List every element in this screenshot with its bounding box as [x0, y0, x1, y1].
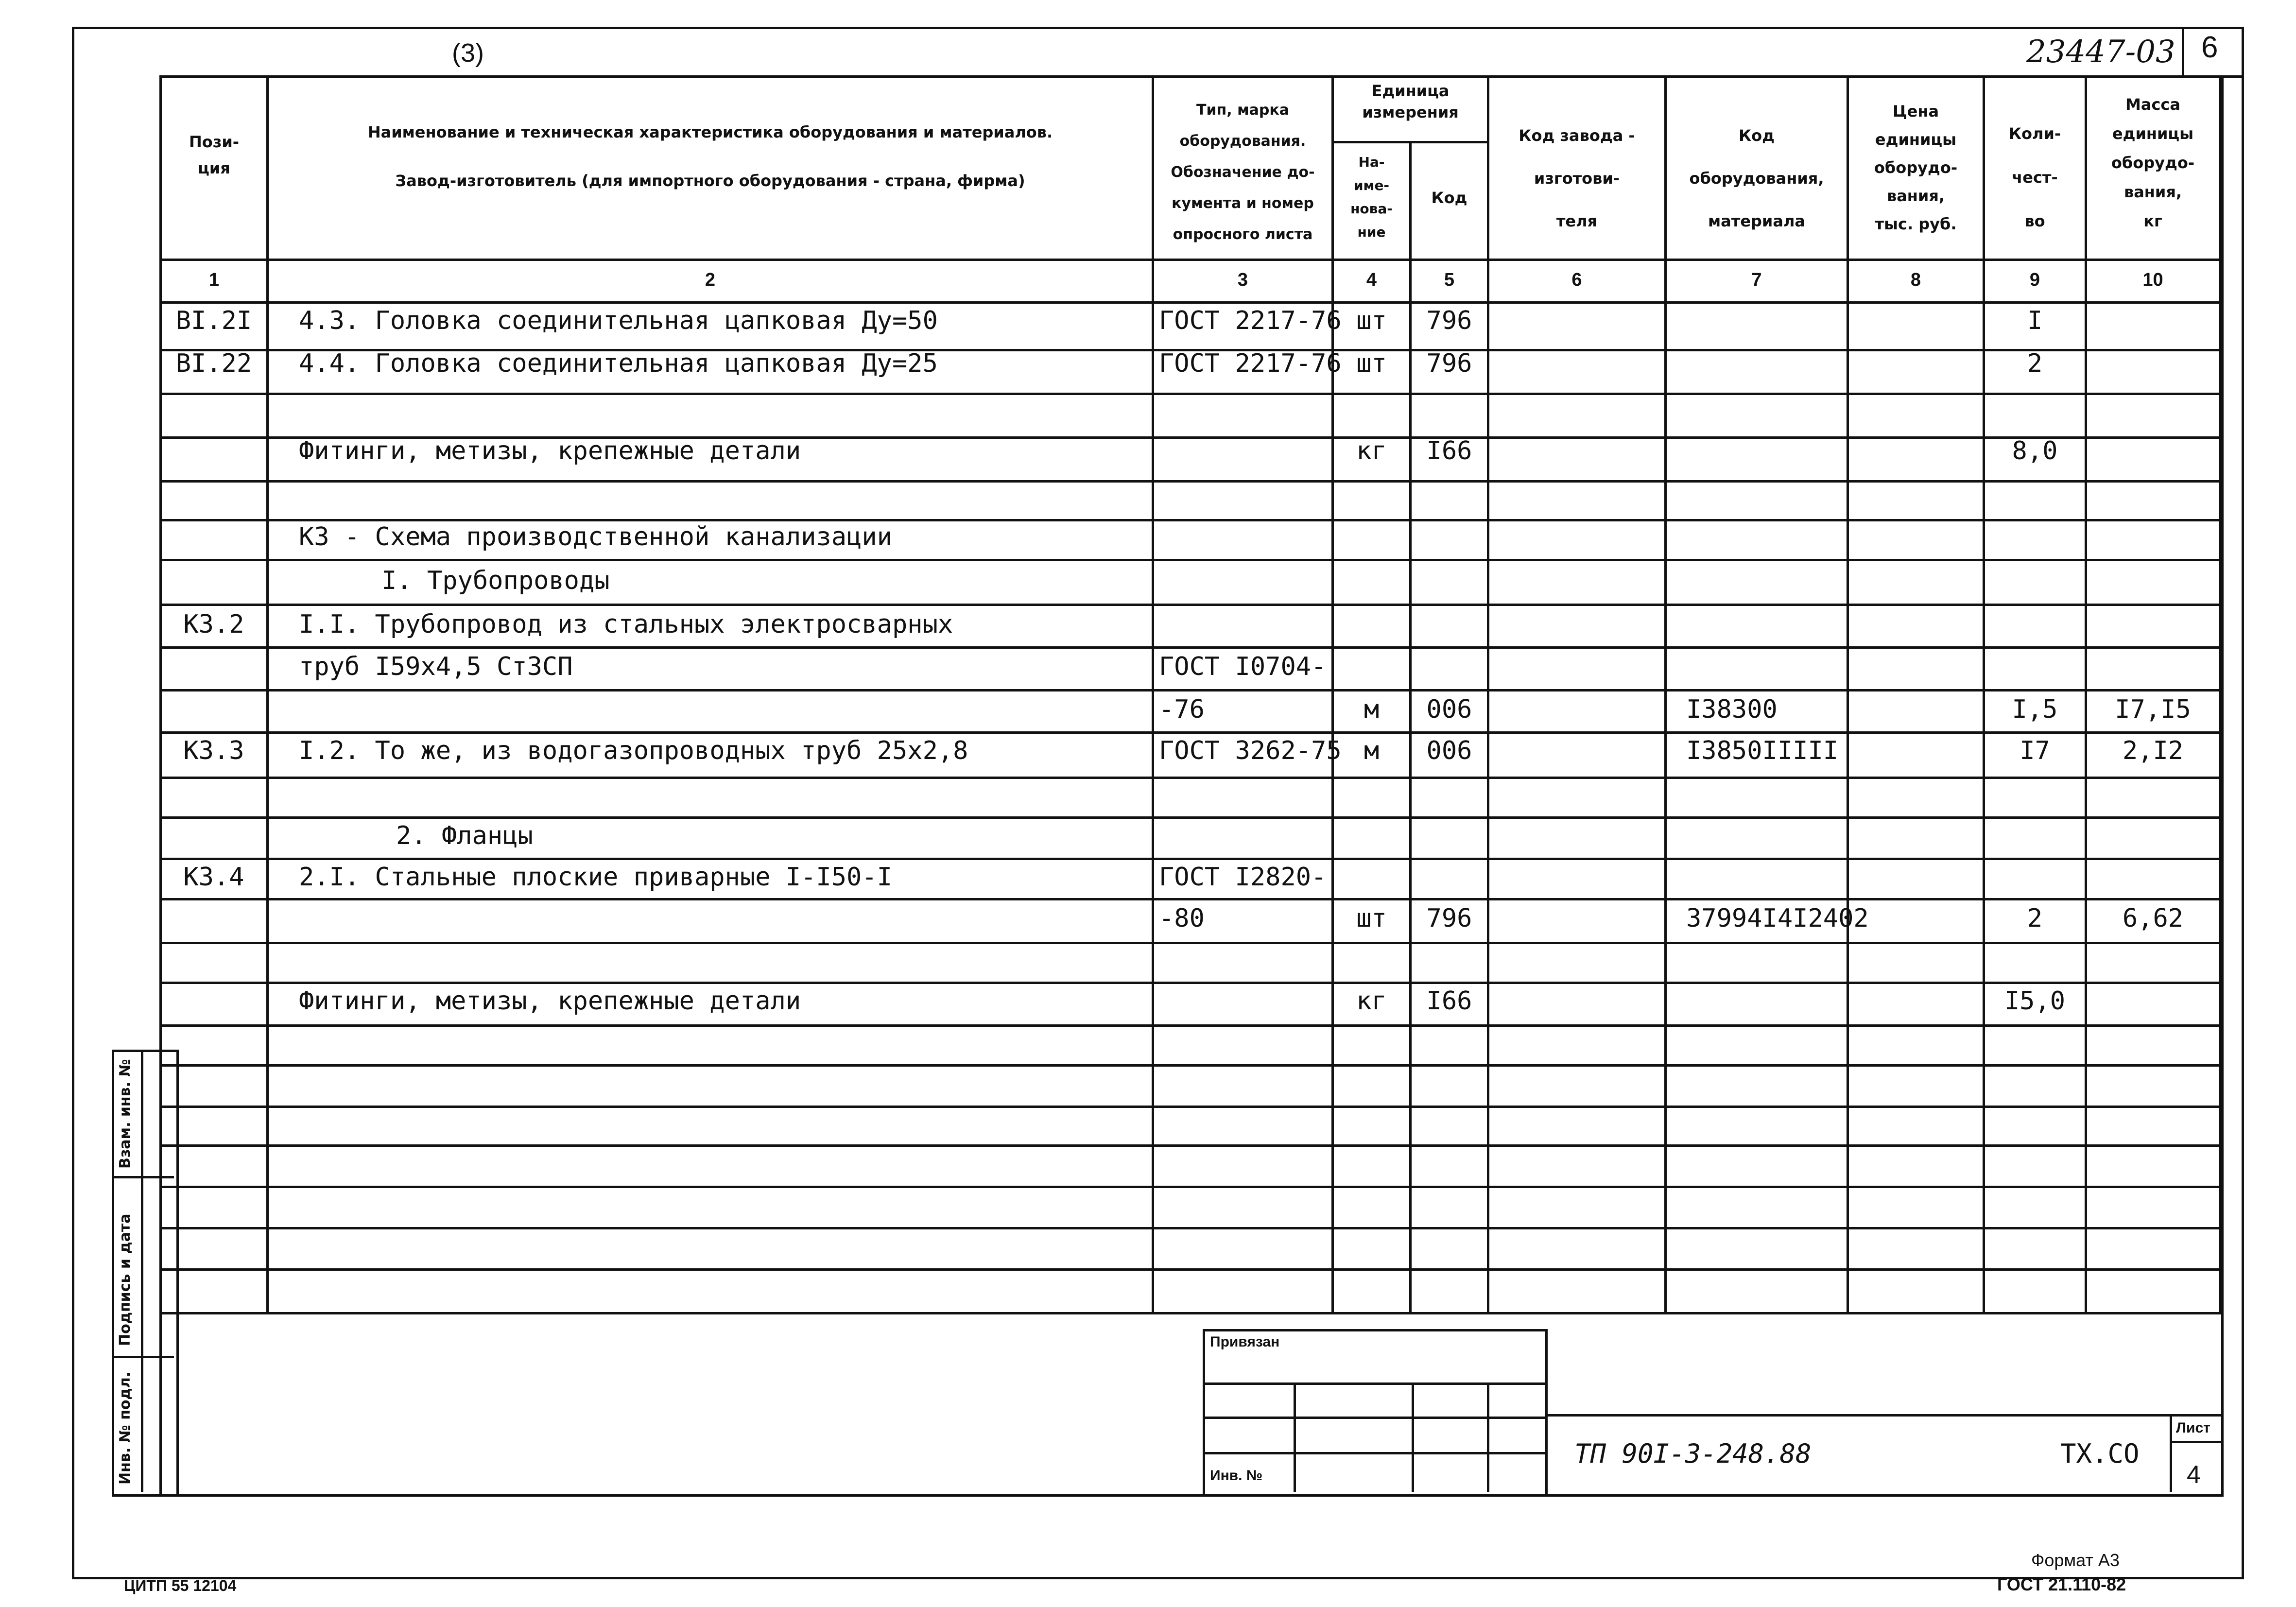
header-quantity: Коли- чест- во — [2008, 124, 2061, 230]
project-code: ТП 90I-3-248.88 — [1574, 1438, 1812, 1469]
cell-unit: кг — [1356, 436, 1387, 466]
cell-position: К3.2 — [183, 610, 244, 639]
cell-unit: шт — [1356, 349, 1387, 378]
inventory-number-label: Инв. № — [1210, 1468, 1263, 1484]
col-number-10: 10 — [2142, 270, 2163, 290]
cell-unit: шт — [1356, 904, 1387, 933]
sheet-value: 4 — [2187, 1461, 2201, 1489]
col-number-5: 5 — [1444, 270, 1455, 290]
cell-document: ГОСТ 3262-75 — [1159, 736, 1342, 765]
cell-unit-code: 796 — [1426, 904, 1472, 933]
side-stamp-signature-date: Подпись и дата — [117, 1213, 134, 1346]
cell-name: 4.4. Головка соединительная цапковая Ду=25 — [299, 349, 938, 378]
cell-unit-code: I66 — [1426, 436, 1472, 466]
col-number-9: 9 — [2029, 270, 2040, 290]
col-number-2: 2 — [705, 270, 716, 290]
cell-name: Фитинги, метизы, крепежные детали — [299, 436, 801, 466]
cell-quantity: 8,0 — [2012, 436, 2058, 466]
cell-unit-code: I66 — [1426, 986, 1472, 1016]
cell-name: I.I. Трубопровод из стальных электросварных — [299, 610, 953, 639]
page-marker: (3) — [452, 38, 484, 68]
header-unit-code: Код — [1431, 189, 1467, 207]
header-type-doc: Тип, марка оборудования. Обозначение до- кумента и номер опросного листа — [1171, 102, 1315, 243]
header-unit-group: Единица измерения — [1362, 82, 1459, 121]
header-position: Пози- ция — [189, 133, 240, 177]
cell-document: -80 — [1159, 904, 1205, 933]
cell-unit: шт — [1356, 306, 1387, 335]
cell-quantity: I7 — [2020, 736, 2050, 765]
cell-mass: I7,I5 — [2115, 695, 2191, 724]
cell-name: труб I59х4,5 Ст3СП — [299, 652, 573, 681]
cell-quantity: I,5 — [2012, 695, 2058, 724]
cell-quantity: I5,0 — [2004, 986, 2066, 1016]
cell-document: ГОСТ 2217-76 — [1159, 349, 1342, 378]
cell-quantity: I — [2027, 306, 2043, 335]
footer-gost: ГОСТ 21.110-82 — [1997, 1574, 2126, 1594]
col-number-7: 7 — [1751, 270, 1762, 290]
cell-unit: м — [1364, 695, 1380, 724]
side-stamp-replacement-inv: Взам. инв. № — [117, 1059, 134, 1169]
cell-document: ГОСТ 2217-76 — [1159, 306, 1342, 335]
header-unit-name: На- име- нова- ние — [1350, 154, 1393, 240]
cell-material-code: I3850IIIII — [1686, 736, 1839, 765]
cell-mass: 6,62 — [2122, 904, 2184, 933]
cell-unit-code: 796 — [1426, 306, 1472, 335]
cell-document: ГОСТ I2820- — [1159, 863, 1327, 892]
side-stamp-original-inv: Инв. № подл. — [117, 1371, 134, 1485]
cell-name: I.2. То же, из водогазопроводных труб 25х2,8 — [299, 736, 968, 765]
col-number-6: 6 — [1571, 270, 1582, 290]
col-number-1: 1 — [208, 270, 220, 290]
sheet-number: 6 — [2201, 31, 2218, 64]
cell-name: К3 - Схема производственной канализации — [299, 522, 892, 552]
cell-unit: кг — [1356, 986, 1387, 1016]
header-name-line2: Завод-изготовитель (для импортного оборудования - страна, фирма) — [395, 172, 1025, 190]
cell-unit: м — [1364, 736, 1380, 765]
header-price: Цена единицы оборудо- вания, тыс. руб. — [1874, 102, 1958, 233]
cell-name: 2. Фланцы — [396, 821, 533, 850]
cell-document: -76 — [1159, 695, 1205, 724]
cell-name: 4.3. Головка соединительная цапковая Ду=50 — [299, 306, 938, 335]
sheet-label: Лист — [2176, 1420, 2210, 1436]
col-number-4: 4 — [1366, 270, 1377, 290]
binding-label: Привязан — [1210, 1334, 1280, 1350]
document-code: 23447-03 — [2026, 34, 2175, 70]
header-name-line1: Наименование и техническая характеристика оборудования и материалов. — [367, 123, 1053, 141]
col-number-8: 8 — [1910, 270, 1921, 290]
footer-format: Формат А3 — [2031, 1550, 2120, 1570]
col-number-3: 3 — [1237, 270, 1248, 290]
footer-left-code: ЦИТП 55 12104 — [124, 1577, 237, 1594]
cell-position: BI.22 — [175, 349, 252, 378]
cell-unit-code: 006 — [1426, 736, 1472, 765]
cell-quantity: 2 — [2027, 904, 2043, 933]
cell-mass: 2,I2 — [2122, 736, 2184, 765]
cell-name: Фитинги, метизы, крепежные детали — [299, 986, 801, 1016]
cell-unit-code: 796 — [1426, 349, 1472, 378]
header-mass: Масса единицы оборудо- вания, кг — [2111, 95, 2195, 230]
cell-document: ГОСТ I0704- — [1159, 652, 1327, 681]
cell-position: BI.2I — [175, 306, 252, 335]
header-material-code: Код оборудования, материала — [1689, 126, 1824, 230]
cell-unit-code: 006 — [1426, 695, 1472, 724]
cell-material-code: 37994I4I2402 — [1686, 904, 1869, 933]
document-mark: ТХ.СО — [2060, 1438, 2140, 1469]
cell-material-code: I38300 — [1686, 695, 1778, 724]
cell-name: 2.I. Стальные плоские приварные I-I50-I — [299, 863, 892, 892]
cell-position: К3.4 — [183, 863, 244, 892]
cell-name: I. Трубопроводы — [381, 566, 610, 595]
header-plant-code: Код завода - изготови- теля — [1519, 126, 1635, 230]
cell-position: К3.3 — [183, 736, 244, 765]
cell-quantity: 2 — [2027, 349, 2043, 378]
